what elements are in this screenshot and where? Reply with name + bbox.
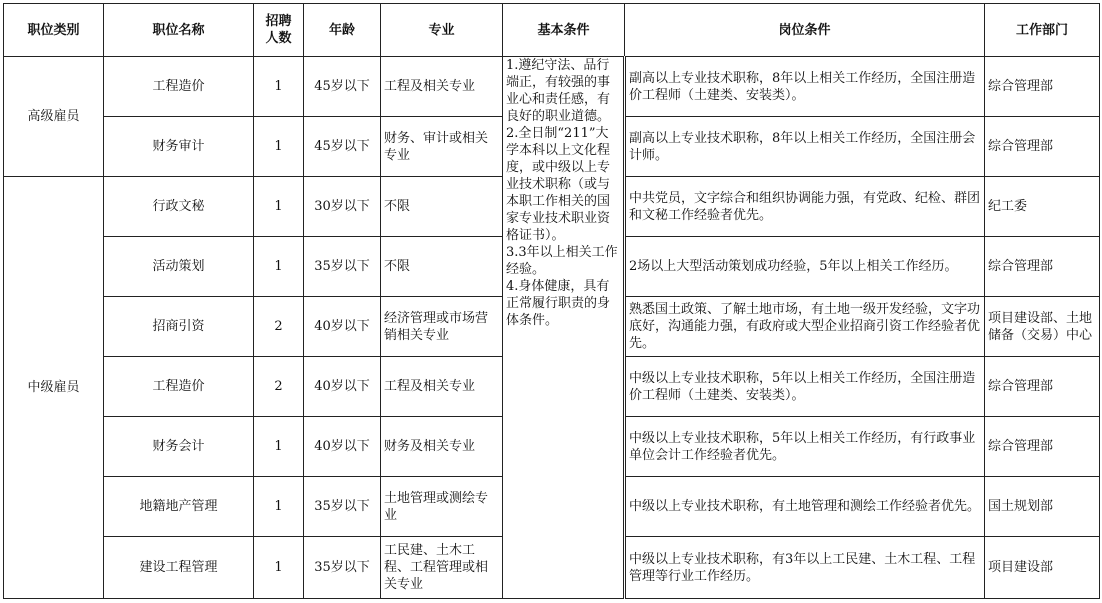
header-requirements: 岗位条件 — [625, 4, 985, 57]
category-cell-middle: 中级雇员 — [4, 177, 104, 599]
position-cell: 工程造价 — [104, 57, 254, 117]
requirements-cell: 副高以上专业技术职称，8年以上相关工作经历，全国注册造价工程师（土建类、安装类）。 — [625, 57, 985, 117]
age-cell: 40岁以下 — [304, 297, 381, 357]
position-cell: 招商引资 — [104, 297, 254, 357]
department-cell: 综合管理部 — [985, 57, 1100, 117]
header-basic: 基本条件 — [503, 4, 625, 57]
age-cell: 30岁以下 — [304, 177, 381, 237]
age-cell: 35岁以下 — [304, 477, 381, 537]
department-cell: 项目建设部 — [985, 537, 1100, 599]
requirements-cell: 中级以上专业技术职称，5年以上相关工作经历，全国注册造价工程师（土建类、安装类）。 — [625, 357, 985, 417]
position-cell: 建设工程管理 — [104, 537, 254, 599]
headcount-cell: 1 — [254, 417, 304, 477]
major-cell: 工民建、土木工程、工程管理或相关专业 — [381, 537, 503, 599]
major-cell: 工程及相关专业 — [381, 357, 503, 417]
requirements-cell: 中级以上专业技术职称，有土地管理和测绘工作经验者优先。 — [625, 477, 985, 537]
header-department: 工作部门 — [985, 4, 1100, 57]
headcount-cell: 1 — [254, 537, 304, 599]
header-major: 专业 — [381, 4, 503, 57]
major-cell: 不限 — [381, 237, 503, 297]
position-cell: 活动策划 — [104, 237, 254, 297]
major-cell: 不限 — [381, 177, 503, 237]
basic-conditions-cell: 1.遵纪守法、品行端正，有较强的事业心和责任感，有良好的职业道德。 2.全日制“211”大学本科以上文化程度，或中级以上专业技术职称（或与本职工作相关的国家专业技术职业资格证书）。 3.3年以上相关工作经验。 4.身体健康，具有正常履行职责的身体条件。 — [503, 57, 625, 599]
requirements-cell: 中级以上专业技术职称，5年以上相关工作经历，有行政事业单位会计工作经验者优先。 — [625, 417, 985, 477]
department-cell: 综合管理部 — [985, 117, 1100, 177]
age-cell: 35岁以下 — [304, 237, 381, 297]
major-cell: 土地管理或测绘专业 — [381, 477, 503, 537]
headcount-cell: 1 — [254, 237, 304, 297]
category-cell-senior: 高级雇员 — [4, 57, 104, 177]
requirements-cell: 副高以上专业技术职称，8年以上相关工作经历，全国注册会计师。 — [625, 117, 985, 177]
position-cell: 财务审计 — [104, 117, 254, 177]
age-cell: 45岁以下 — [304, 117, 381, 177]
major-cell: 财务、审计或相关专业 — [381, 117, 503, 177]
header-row — [4, 4, 1100, 57]
header-headcount — [254, 4, 304, 57]
age-cell: 40岁以下 — [304, 417, 381, 477]
requirements-cell: 中共党员，文字综合和组织协调能力强，有党政、纪检、群团和文秘工作经验者优先。 — [625, 177, 985, 237]
headcount-cell: 2 — [254, 297, 304, 357]
department-cell: 纪工委 — [985, 177, 1100, 237]
major-cell: 工程及相关专业 — [381, 57, 503, 117]
position-cell: 行政文秘 — [104, 177, 254, 237]
headcount-cell: 1 — [254, 177, 304, 237]
position-cell: 财务会计 — [104, 417, 254, 477]
header-position: 职位名称 — [104, 4, 254, 57]
headcount-cell: 1 — [254, 477, 304, 537]
header-category: 职位类别 — [4, 4, 104, 57]
department-cell: 综合管理部 — [985, 417, 1100, 477]
position-cell: 地籍地产管理 — [104, 477, 254, 537]
recruitment-table — [3, 3, 1100, 599]
position-cell: 工程造价 — [104, 357, 254, 417]
department-cell: 综合管理部 — [985, 357, 1100, 417]
header-headcount-line2: 人数 — [265, 31, 292, 46]
requirements-cell: 熟悉国土政策、了解土地市场，有土地一级开发经验，文字功底好，沟通能力强，有政府或大型企业招商引资工作经验者优先。 — [625, 297, 985, 357]
requirements-cell: 2场以上大型活动策划成功经验，5年以上相关工作经历。 — [625, 237, 985, 297]
headcount-cell: 1 — [254, 57, 304, 117]
requirements-cell: 中级以上专业技术职称，有3年以上工民建、土木工程、工程管理等行业工作经历。 — [625, 537, 985, 599]
department-cell: 项目建设部、土地储备（交易）中心 — [985, 297, 1100, 357]
age-cell: 35岁以下 — [304, 537, 381, 599]
department-cell: 综合管理部 — [985, 237, 1100, 297]
header-age: 年龄 — [304, 4, 381, 57]
table-row — [4, 57, 1100, 117]
headcount-cell: 1 — [254, 117, 304, 177]
age-cell: 45岁以下 — [304, 57, 381, 117]
header-headcount-line1: 招聘 — [265, 14, 292, 29]
headcount-cell: 2 — [254, 357, 304, 417]
major-cell: 经济管理或市场营销相关专业 — [381, 297, 503, 357]
major-cell: 财务及相关专业 — [381, 417, 503, 477]
department-cell: 国土规划部 — [985, 477, 1100, 537]
age-cell: 40岁以下 — [304, 357, 381, 417]
